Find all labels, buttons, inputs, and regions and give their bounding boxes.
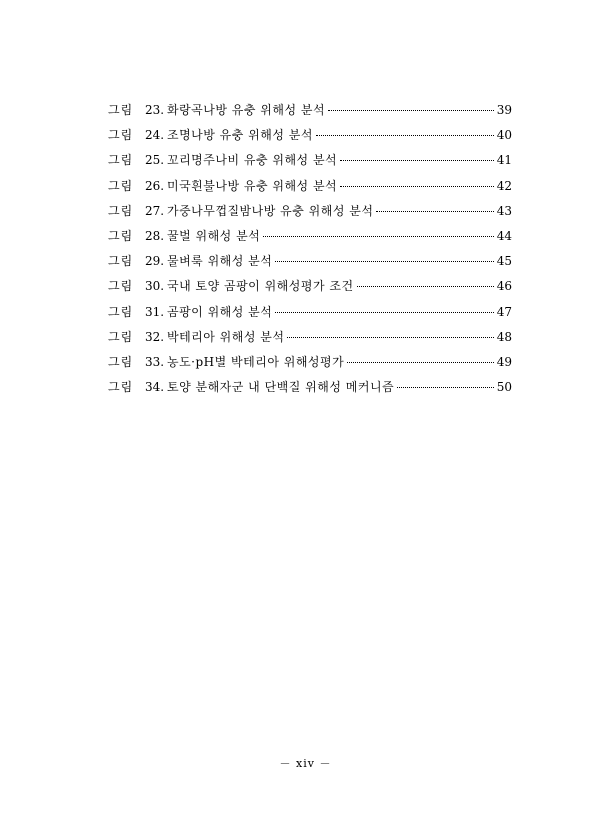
entry-title: 농도·pH별 박테리아 위해성평가 xyxy=(167,354,345,369)
entry-page-number: 41 xyxy=(496,153,512,168)
entry-page-number: 46 xyxy=(496,279,512,294)
dot-leader xyxy=(275,312,493,313)
entry-title: 조명나방 유충 위해성 분석 xyxy=(167,128,313,143)
entry-number: 27. xyxy=(145,203,165,218)
entry-prefix: 그림 xyxy=(108,254,134,269)
dot-leader xyxy=(328,110,494,111)
entry-prefix: 그림 xyxy=(108,203,134,218)
dot-leader xyxy=(347,362,494,363)
entry-title: 미국흰불나방 유충 위해성 분석 xyxy=(167,178,338,193)
dot-leader xyxy=(340,160,494,161)
toc-entry-34[interactable] xyxy=(108,378,512,403)
entry-title: 꿀벌 위해성 분석 xyxy=(167,228,261,243)
toc-entry-32[interactable] xyxy=(108,328,512,353)
entry-prefix: 그림 xyxy=(108,128,134,143)
entry-number: 31. xyxy=(145,304,165,319)
toc-entry-29[interactable] xyxy=(108,252,512,277)
entry-prefix: 그림 xyxy=(108,178,134,193)
dot-leader xyxy=(316,135,494,136)
entry-number: 34. xyxy=(145,380,165,395)
entry-page-number: 45 xyxy=(496,254,512,269)
entry-page-number: 50 xyxy=(496,380,512,395)
entry-page-number: 48 xyxy=(496,329,512,344)
entry-title: 곰팡이 위해성 분석 xyxy=(167,304,273,319)
dot-leader xyxy=(340,186,494,187)
entry-prefix: 그림 xyxy=(108,279,134,294)
entry-number: 33. xyxy=(145,354,165,369)
page-number-footer: － xiv － xyxy=(279,757,332,770)
entry-number: 26. xyxy=(145,178,165,193)
entry-title: 화랑곡나방 유충 위해성 분석 xyxy=(167,103,326,117)
entry-title: 꼬리명주나비 유충 위해성 분석 xyxy=(167,153,338,168)
dot-leader xyxy=(275,261,493,262)
entry-prefix: 그림 xyxy=(108,228,134,243)
entry-prefix: 그림 xyxy=(108,354,134,369)
entry-page-number: 49 xyxy=(496,354,512,369)
entry-title: 가중나무껍질밤나방 유충 위해성 분석 xyxy=(167,203,374,218)
entry-number: 25. xyxy=(145,153,165,168)
toc-entry-27[interactable] xyxy=(108,202,512,227)
entry-prefix: 그림 xyxy=(108,380,134,395)
entry-page-number: 43 xyxy=(496,203,512,218)
entry-title: 토양 분해자군 내 단백질 위해성 메커니즘 xyxy=(167,380,395,395)
dot-leader xyxy=(376,211,493,212)
entry-number: 24. xyxy=(145,128,165,143)
toc-entry-24[interactable] xyxy=(108,126,512,151)
entry-prefix: 그림 xyxy=(108,103,134,117)
toc-entry-28[interactable] xyxy=(108,227,512,252)
toc-entry-31[interactable] xyxy=(108,303,512,328)
entry-prefix: 그림 xyxy=(108,329,134,344)
entry-title: 국내 토양 곰팡이 위해성평가 조건 xyxy=(167,279,354,294)
entry-page-number: 42 xyxy=(496,178,512,193)
toc-entry-33[interactable] xyxy=(108,353,512,378)
entry-number: 30. xyxy=(145,279,165,294)
dot-leader xyxy=(287,337,493,338)
entry-number: 32. xyxy=(145,329,165,344)
dot-leader xyxy=(263,236,493,237)
toc-entry-25[interactable] xyxy=(108,151,512,176)
entry-page-number: 39 xyxy=(496,103,512,117)
dot-leader xyxy=(357,286,494,287)
entry-prefix: 그림 xyxy=(108,153,134,168)
entry-number: 23. xyxy=(145,103,165,117)
entry-number: 28. xyxy=(145,228,165,243)
toc-entry-23[interactable] xyxy=(108,101,512,126)
entry-page-number: 47 xyxy=(496,304,512,319)
dot-leader xyxy=(397,387,494,388)
entry-prefix: 그림 xyxy=(108,304,134,319)
entry-page-number: 44 xyxy=(496,228,512,243)
entry-title: 박테리아 위해성 분석 xyxy=(167,329,285,344)
toc-entry-26[interactable] xyxy=(108,177,512,202)
figure-list xyxy=(108,101,512,403)
entry-page-number: 40 xyxy=(496,128,512,143)
entry-title: 물벼룩 위해성 분석 xyxy=(167,254,273,269)
entry-number: 29. xyxy=(145,254,165,269)
toc-entry-30[interactable] xyxy=(108,277,512,302)
